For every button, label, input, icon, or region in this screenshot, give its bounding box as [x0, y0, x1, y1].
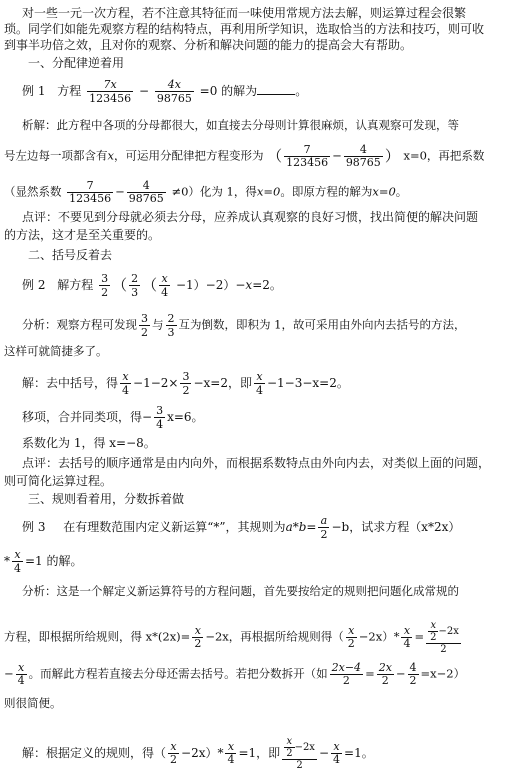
solution-3: 解：根据定义的规则，得（ $\frac{x}{2}$ −2x）* $\frac{x}{4}$ =1，即 $\frac{x}{2}$ −2x 2 − $\frac{x}{4}$ =1。: [22, 736, 374, 771]
solution-2-line-2: 移项，合并同类项，得− $\frac{3}{4}$ x=6。: [22, 404, 204, 431]
answer-blank: [257, 82, 295, 95]
fraction: $\frac{x}{2}$: [194, 624, 202, 650]
fraction: $\frac{7}{123456}$: [69, 179, 112, 205]
comment-2-line-2: 则可简化运算过程。: [4, 474, 113, 488]
section-2-title: 二、括号反着去: [28, 248, 113, 262]
fraction: $\frac{a}{2}$: [320, 514, 328, 541]
example-3-label: 例 3: [22, 520, 46, 534]
fraction: $\frac{x}{4}$: [333, 740, 341, 766]
fraction: $\frac{x}{4}$: [161, 272, 169, 299]
fraction: $\frac{2}{3}$: [167, 312, 175, 339]
fraction: $\frac{x}{4}$: [122, 370, 130, 397]
example-2-label: 例 2: [22, 278, 46, 292]
analysis-1-line-2: 号左边每一项都含有x，可运用分配律把方程变形为 （ $\frac{7}{123456}$ − $\frac{4}{98765}$ ） x=0，再把系数: [4, 143, 485, 169]
fraction: $\frac{x}{4}$: [255, 370, 263, 397]
section-3-title: 三、规则看着用，分数拆着做: [28, 492, 185, 506]
fraction: $\frac{2x-4}{2}$: [331, 661, 362, 687]
fraction: $\frac{4}{98765}$: [345, 143, 381, 169]
fraction: $\frac{x}{2}$: [170, 740, 178, 766]
example-2: 例 2 解方程 $\frac{3}{2}$ （ $\frac{2}{3}$ （ $\frac{x}{4}$ −1）−2）−x=2。: [22, 272, 282, 299]
example-1-text: 方程: [57, 84, 82, 98]
analysis-3-line-3: − $\frac{x}{4}$ 。而解此方程若直接去分母还需去括号。若把分数拆开（如 $\frac{2x-4}{2}$ = $\frac{2x}{2}$ − $\frac{4}{2}$ =x−2）: [4, 661, 466, 687]
comment-1-line-2: 的方法，这才是至关重要的。: [4, 228, 161, 242]
fraction: $\frac{4}{98765}$: [128, 179, 164, 205]
fraction: $\frac{4}{2}$: [409, 661, 417, 687]
section-1-title: 一、分配律逆着用: [28, 56, 125, 70]
example-1: 例 1 方程 $\frac{7x}{123456}$ − $\frac{4x}{98765}$ =0 的解为 。: [22, 78, 308, 105]
fraction: $\frac{3}{2}$: [101, 272, 109, 299]
analysis-3-line-2: 方程，即根据所给规则，得 x*(2x)= $\frac{x}{2}$ −2x，再根据所给规则得（ $\frac{x}{2}$ −2x）* $\frac{x}{4}$ = $\frac{x}{2}$ −2x 2: [4, 620, 459, 655]
solution-2-line-3: 系数化为 1，得 x=−8。: [22, 436, 156, 450]
fraction: $\frac{7x}{123456}$: [89, 78, 132, 105]
intro-line-2: 琐。同学们如能先观察方程的结构特点，再利用所学知识，选取恰当的方法和技巧，则可收: [4, 22, 485, 36]
fraction: $\frac{3}{2}$: [141, 312, 148, 339]
fraction: $\frac{7}{123456}$: [286, 143, 329, 169]
analysis-1-line-3: （显然系数 $\frac{7}{123456}$ − $\frac{4}{98765}$ ≠0）化为 1，得x=0。即原方程的解为x=0。: [4, 179, 408, 205]
example-1-label: 例 1: [22, 84, 46, 98]
fraction: $\frac{x}{2}$: [347, 624, 355, 650]
comment-1-line-1: 点评：不要见到分母就必须去分母，应养成认真观察的良好习惯，找出简便的解决问题: [22, 210, 479, 224]
fraction: $\frac{3}{2}$: [182, 370, 190, 397]
fraction: $\frac{4x}{98765}$: [156, 78, 192, 105]
example-3-line-2: * $\frac{x}{4}$ =1 的解。: [4, 548, 83, 575]
fraction: $\frac{x}{4}$: [14, 548, 21, 575]
example-3-line-1: 例 3 在有理数范围内定义新运算“*”，其规则为a*b= $\frac{a}{2}$ −b，试求方程（x*2x）: [22, 514, 461, 541]
fraction: $\frac{x}{4}$: [17, 661, 25, 687]
comment-2-line-1: 点评：去括号的顺序通常是由内向外，而根据系数特点由外向内去，对类似上面的问题，: [22, 456, 491, 470]
analysis-3-line-1: 分析：这是一个解定义新运算符号的方程问题，首先要按给定的规则把问题化成常规的: [22, 584, 459, 598]
analysis-2-line-2: 这样可就简捷多了。: [4, 344, 108, 358]
fraction: $\frac{2}{3}$: [131, 272, 139, 299]
analysis-3-line-4: 则很简便。: [4, 696, 62, 710]
fraction: $\frac{x}{4}$: [227, 740, 235, 766]
compound-fraction: $\frac{x}{2}$ −2x 2: [426, 620, 461, 655]
compound-fraction: $\frac{x}{2}$ −2x 2: [282, 736, 317, 771]
solution-2-line-1: 解：去中括号，得 $\frac{x}{4}$ −1−2× $\frac{3}{2}$ −x=2，即 $\frac{x}{4}$ −1−3−x=2。: [22, 370, 349, 397]
analysis-2-line-1: 分析：观察方程可发现 $\frac{3}{2}$ 与 $\frac{2}{3}$ 互为倒数，即积为 1，故可采用由外向内去括号的方法，: [22, 312, 466, 339]
intro-line-1: 对一些一元一次方程，若不注意其特征而一味使用常规方法去解，则运算过程会很繁: [22, 6, 467, 20]
analysis-1-line-1: 析解：此方程中各项的分母都很大，如直接去分母则计算很麻烦，认真观察可发现，等: [22, 118, 459, 132]
fraction: $\frac{2x}{2}$: [378, 661, 392, 687]
intro-line-3: 到事半功倍之效，且对你的观察、分析和解决问题的能力的提高会大有帮助。: [4, 38, 413, 52]
fraction: $\frac{x}{4}$: [403, 624, 411, 650]
fraction: $\frac{3}{4}$: [156, 404, 164, 431]
